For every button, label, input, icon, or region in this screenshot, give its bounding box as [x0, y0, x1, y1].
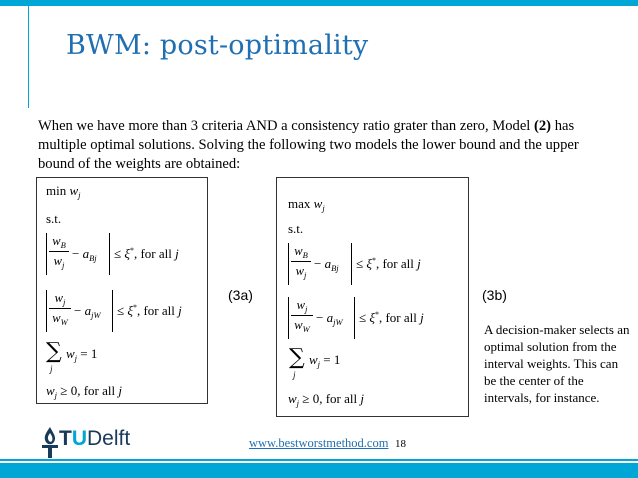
- top-accent-bar: [0, 0, 638, 6]
- model-3a-sum-sign: ∑: [46, 339, 62, 364]
- model-3b-frac-2: $\frac{w_j}{w_W}$: [291, 298, 313, 334]
- tudelft-logo: [40, 425, 150, 459]
- model-3b-term-2: − $a_{jW}$: [316, 310, 343, 327]
- model-3b-nonneg: $w_j \ge 0$, for all j: [288, 391, 364, 408]
- model-3b-sum-body: $w_j = 1$: [309, 352, 341, 369]
- model-3a-sum-index: j: [50, 364, 53, 374]
- model-3b-box: [276, 177, 469, 417]
- model-3b-st: s.t.: [288, 221, 304, 236]
- model-3a-term-2: − $a_{jW}$: [74, 303, 101, 320]
- model-3a-label: (3a): [228, 287, 253, 303]
- website-link[interactable]: www.bestworstmethod.com: [249, 436, 389, 450]
- abs-bar-right: [112, 290, 113, 332]
- model-3a-bound-2: ≤ ξ*, for all j: [117, 303, 182, 318]
- model-3b-sum-sign: ∑: [289, 345, 305, 370]
- model-3a-objective: $\min w_j$: [46, 183, 81, 200]
- intro-text-1: When we have more than 3 criteria AND a consistency ratio grater than zero, Model: [38, 118, 531, 134]
- abs-bar-right: [354, 297, 355, 339]
- model-3a-nonneg: $w_j \ge 0$, for all j: [46, 383, 122, 400]
- abs-bar-right: [109, 233, 110, 275]
- page-number: 18: [395, 438, 406, 450]
- model-3b-sum-index: j: [293, 370, 296, 380]
- model-3a-bound-1: ≤ ξ*, for all j: [114, 246, 179, 261]
- model-3a-frac-2: $\frac{w_j}{w_W}$: [49, 291, 71, 327]
- model-3b-objective: $\max w_j$: [288, 196, 325, 213]
- side-note: A decision-maker selects an optimal solution from the interval weights. This can be the center of the intervals, for instance.: [484, 322, 630, 405]
- model-3b-bound-2: ≤ ξ*, for all j: [359, 310, 424, 325]
- left-accent-line: [28, 0, 29, 108]
- abs-bar-left: [288, 243, 289, 285]
- flame-icon: [40, 425, 60, 459]
- model-3b-term-1: − $a_{Bj}$: [314, 256, 339, 273]
- abs-bar-right: [351, 243, 352, 285]
- slide-title: BWM: post-optimality: [66, 30, 369, 61]
- intro-paragraph: [38, 117, 598, 174]
- model-3a-st: s.t.: [46, 211, 62, 226]
- model-3a-frac-1: $\frac{w_B}{w_j}$: [49, 234, 69, 270]
- model-3b-frac-1: $\frac{w_B}{w_j}$: [291, 244, 311, 280]
- intro-text-2: has multiple optimal solutions. Solving the following two models the lower bound and the upper bound of the weights are obtained:: [38, 118, 579, 172]
- model-3a-sum-body: $w_j = 1$: [66, 346, 98, 363]
- abs-bar-left: [46, 290, 47, 332]
- intro-model-ref: (2): [534, 118, 552, 134]
- bottom-accent-line: [0, 459, 638, 461]
- model-3b-bound-1: ≤ ξ*, for all j: [356, 256, 421, 271]
- logo-wordmark: TUDelft: [59, 427, 131, 450]
- abs-bar-left: [288, 297, 289, 339]
- abs-bar-left: [46, 233, 47, 275]
- model-3a-term-1: − $a_{Bj}$: [72, 246, 97, 263]
- bottom-accent-bar: [0, 463, 638, 478]
- model-3b-label: (3b): [482, 287, 507, 303]
